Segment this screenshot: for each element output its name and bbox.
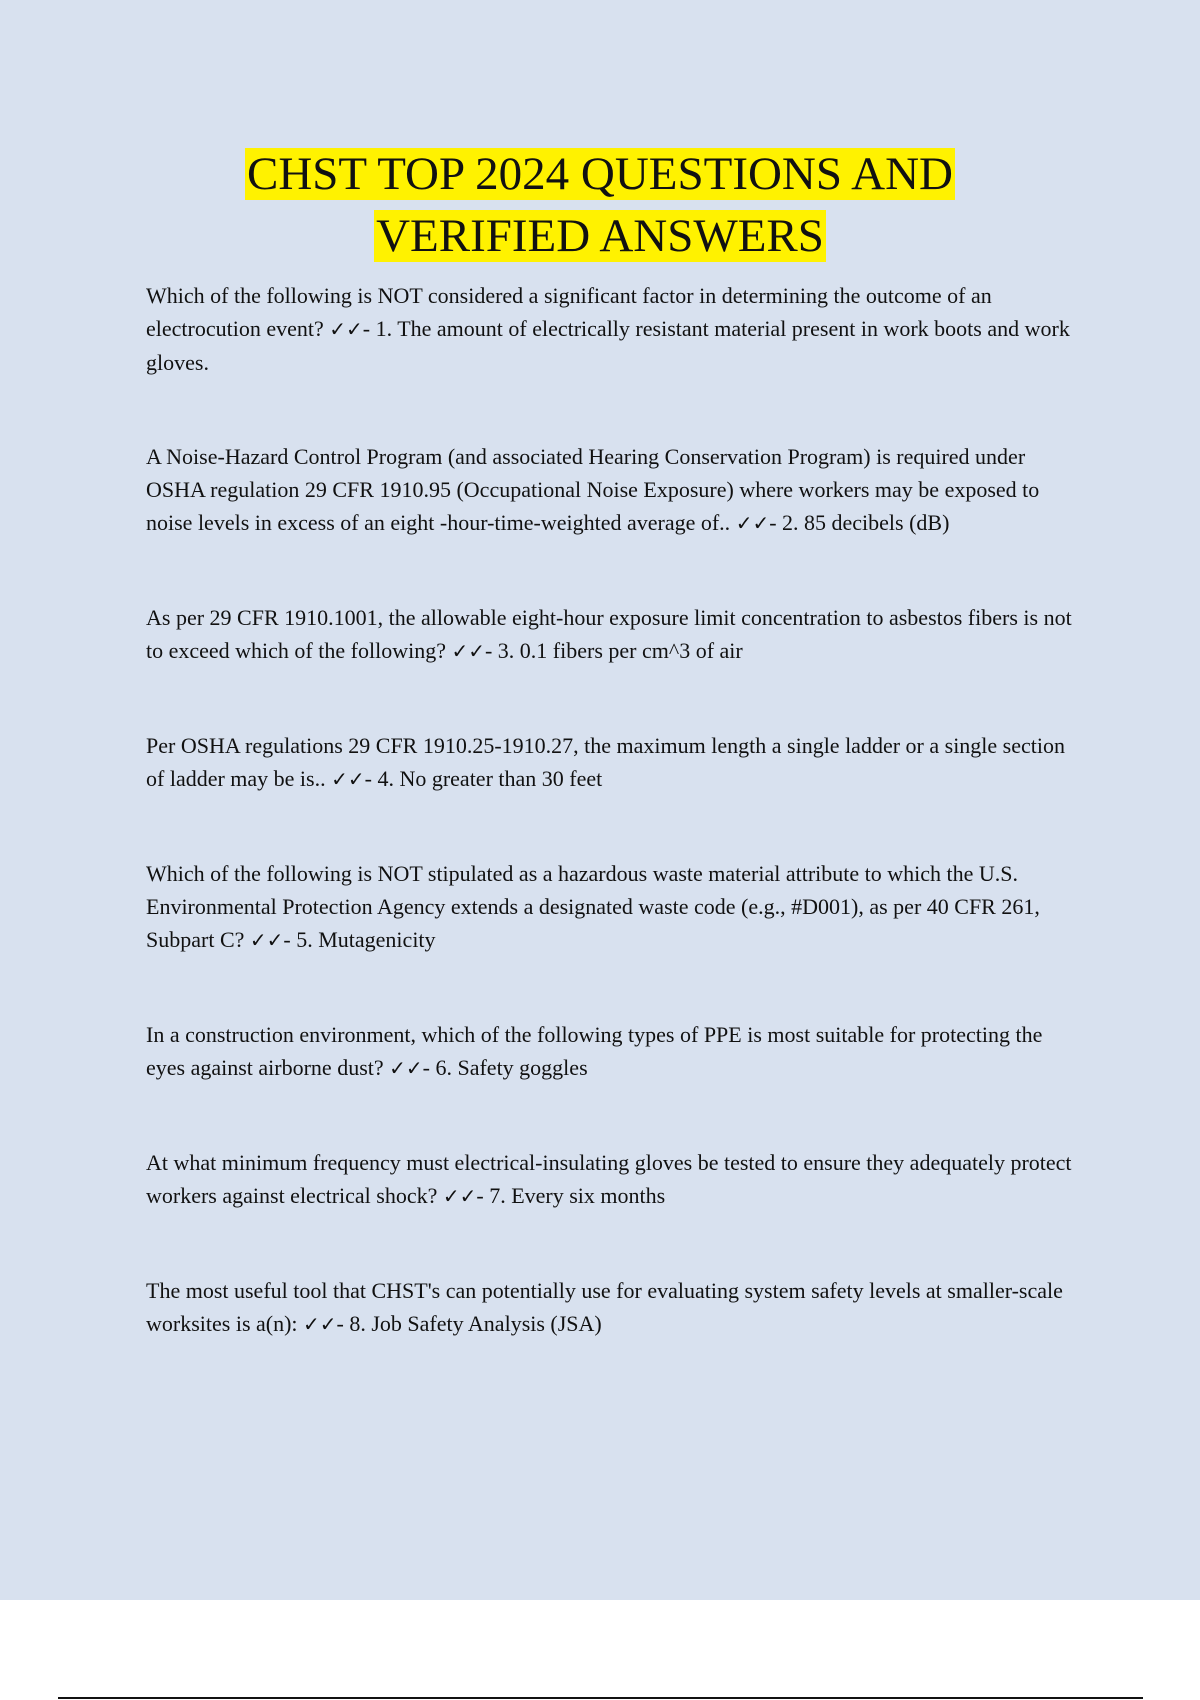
question-text: Which of the following is NOT considered a significant factor in determining the outcome of an electrocution event? (146, 283, 992, 341)
qa-item (146, 729, 1086, 796)
question-text: Which of the following is NOT stipulated as a hazardous waste material attribute to which the U.S. Environmental Protection Agency extends a designated waste code (e.g., #D001), as per 40 CFR 261, Subpart C? (146, 861, 1040, 952)
qa-item (146, 1146, 1086, 1213)
qa-item (146, 857, 1086, 957)
question-text: A Noise-Hazard Control Program (and associated Hearing Conservation Program) is required under OSHA regulation 29 CFR 1910.95 (Occupational Noise Exposure) where workers may be exposed to noise levels in excess of an eight -hour-time-weighted average of.. (146, 444, 1040, 535)
answer-text: - 4. No greater than 30 feet (364, 766, 603, 791)
qa-item (146, 601, 1086, 668)
check-mark-icon: ✓✓ (451, 639, 485, 663)
qa-item (146, 1018, 1086, 1085)
title-line-1: CHST TOP 2024 QUESTIONS AND (247, 148, 953, 200)
check-mark-icon: ✓✓ (735, 511, 770, 535)
answer-text: - 6. Safety goggles (422, 1055, 588, 1080)
qa-list (146, 279, 1086, 1402)
answer-text: - 2. 85 decibels (dB) (769, 510, 950, 535)
title-line-2: VERIFIED ANSWERS (376, 210, 824, 262)
question-text: The most useful tool that CHST's can potentially use for evaluating system safety levels at smaller-scale worksites is a(n): (146, 1278, 1063, 1336)
qa-item (146, 440, 1086, 540)
question-text: At what minimum frequency must electrical-insulating gloves be tested to ensure they adequately protect workers against electrical shock? (146, 1150, 1072, 1208)
check-mark-icon: ✓✓ (249, 928, 284, 952)
document-title (0, 143, 1200, 267)
question-text: As per 29 CFR 1910.1001, the allowable eight-hour exposure limit concentration to asbestos fibers is not to exceed which of the following? (146, 605, 1072, 663)
question-text: Per OSHA regulations 29 CFR 1910.25-1910.27, the maximum length a single ladder or a single section of ladder may be is.. (146, 733, 1065, 791)
check-mark-icon: ✓✓ (442, 1184, 477, 1208)
qa-item (146, 1274, 1086, 1341)
footer-divider (58, 1697, 1143, 1699)
check-mark-icon: ✓✓ (389, 1056, 423, 1080)
check-mark-icon: ✓✓ (331, 767, 365, 791)
answer-text: - 5. Mutagenicity (283, 927, 436, 952)
check-mark-icon: ✓✓ (303, 1312, 337, 1336)
answer-text: - 8. Job Safety Analysis (JSA) (336, 1311, 602, 1336)
answer-text: - 3. 0.1 fibers per cm^3 of air (484, 638, 743, 663)
check-mark-icon: ✓✓ (329, 317, 363, 341)
question-text: In a construction environment, which of the following types of PPE is most suitable for protecting the eyes against airborne dust? (146, 1022, 1043, 1080)
answer-text: - 1. The amount of electrically resistant material present in work boots and work gloves. (146, 316, 1070, 375)
qa-item (146, 279, 1086, 379)
answer-text: - 7. Every six months (476, 1183, 666, 1208)
